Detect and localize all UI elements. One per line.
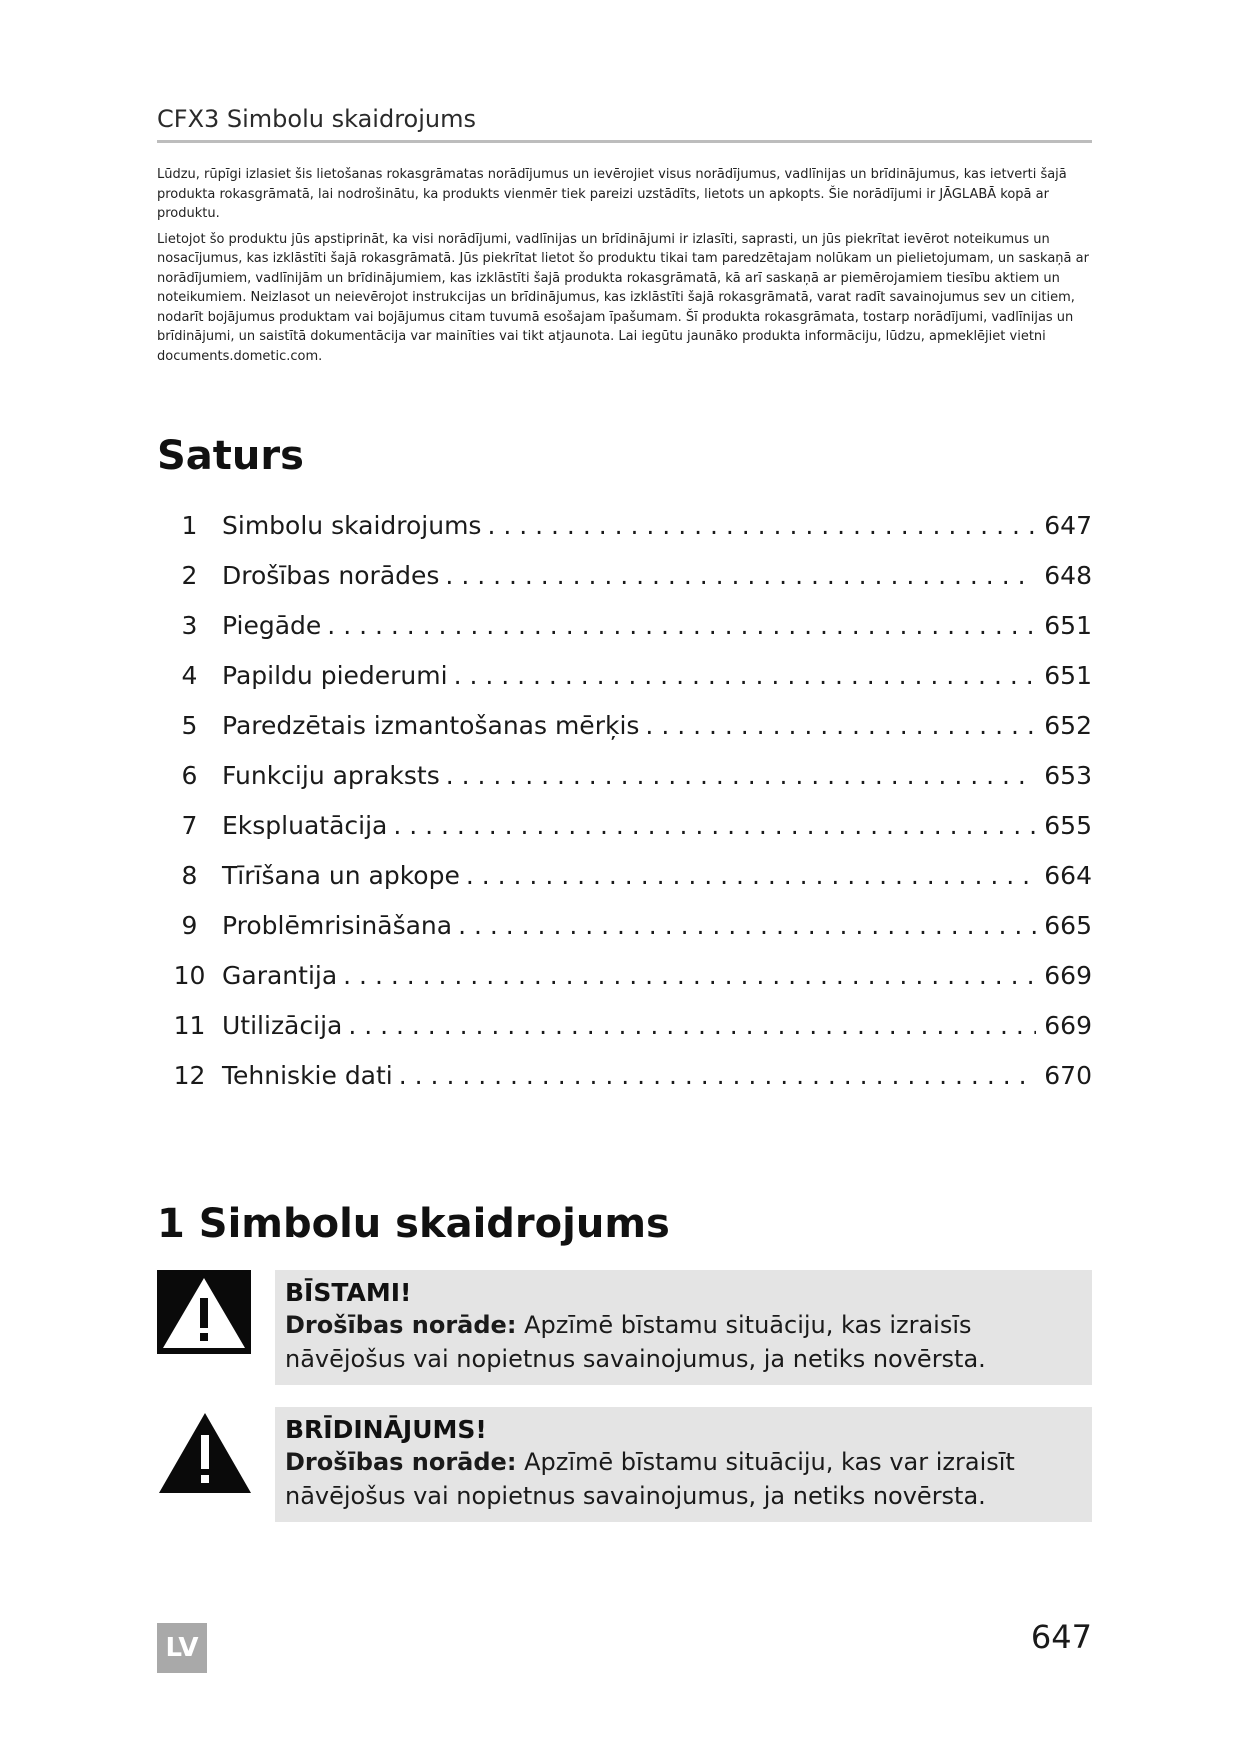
- toc-entry-label: Piegāde: [222, 610, 322, 640]
- intro-paragraph-1: Lūdzu, rūpīgi izlasiet šis lietošanas rokasgrāmatas norādījumus un ievērojiet visus norādījumus, vadlīnijas un brīdinājumus, kas ietverti šajā produkta rokasgrāmatā, lai nodrošinātu, ka produkts vienmēr tiek pareizi uzstādīts, lietots un apkopts. Šie norādījumi ir JĀGLABĀ kopā ar produktu.: [157, 167, 1067, 221]
- danger-heading: BĪSTAMI!: [285, 1278, 412, 1307]
- intro-paragraph-2: Lietojot šo produktu jūs apstiprināt, ka visi norādījumi, vadlīnijas un brīdinājumi ir izlasīti, saprasti, un jūs piekrītat ievērot noteikumus un nosacījumus, kas izklāstīti šajā rokasgrāmatā. Jūs piekrītat lietot šo produktu tikai tam paredzētajam nolūkam un pielietojumam, un saskaņā ar norādījumiem, vadlīnijām un brīdinājumiem, kas izklāstīti šajā produkta rokasgrāmatā, kā arī saskaņā ar piemērojamiem tiesību aktiem un noteikumiem. Neizlasot un neievērojot instrukcijas un brīdinājumus, kas izklāstīti šajā rokasgrāmatā, varat radīt savainojumus sev un citiem, nodarīt bojājumus produktam vai bojājumus citam tuvumā esošajam īpašumam. Šī produkta rokasgrāmata, tostarp norādījumi, vadlīnijas un brīdinājumi, un saistītā dokumentācija var mainīties vai tikt atjaunota. Lai iegūtu jaunāko produkta informāciju, lūdzu, apmeklējiet vietni documents.dometic.com.: [157, 231, 1089, 364]
- toc-entry[interactable]: [157, 1050, 1092, 1100]
- toc-leader-dots: [327, 611, 1036, 640]
- toc-entry-page: 651: [1044, 610, 1092, 640]
- toc-entry[interactable]: [157, 800, 1092, 850]
- toc-entry-number: 1: [181, 510, 198, 540]
- toc-entry[interactable]: [157, 600, 1092, 650]
- toc-entry-label: Tehniskie dati: [222, 1060, 393, 1090]
- toc-leader-dots: [343, 961, 1036, 990]
- toc-entry[interactable]: [157, 550, 1092, 600]
- toc-entry-number: 5: [181, 710, 198, 740]
- danger-notice: [157, 1270, 1092, 1385]
- warning-notice-box: [275, 1407, 1092, 1522]
- toc-entry-number: 3: [181, 610, 198, 640]
- toc-entry-label: Garantija: [222, 960, 338, 990]
- danger-text: [285, 1308, 1082, 1376]
- toc-entry-label: Drošības norādes: [222, 560, 440, 590]
- toc-leader-dots: [645, 711, 1036, 740]
- toc-entry-number: 12: [173, 1060, 206, 1090]
- page-header: [157, 104, 1092, 143]
- toc-entry-number: 2: [181, 560, 198, 590]
- toc-entry-page: 670: [1044, 1060, 1092, 1090]
- toc-entry-label: Utilizācija: [222, 1010, 343, 1040]
- toc-leader-dots: [393, 811, 1036, 840]
- toc-entry-label: Tīrīšana un apkope: [222, 860, 460, 890]
- toc-entry[interactable]: [157, 900, 1092, 950]
- toc-entry-page: 669: [1044, 960, 1092, 990]
- toc-leader-dots: [348, 1011, 1036, 1040]
- toc-entry-label: Paredzētais izmantošanas mērķis: [222, 710, 640, 740]
- toc-entry-page: 664: [1044, 860, 1092, 890]
- header-title: CFX3 Simbolu skaidrojums: [157, 105, 476, 133]
- toc-entry-number: 10: [173, 960, 206, 990]
- section-title: 1 Simbolu skaidrojums: [157, 1201, 670, 1247]
- page-number: 647: [1030, 1618, 1092, 1656]
- danger-notice-box: [275, 1270, 1092, 1385]
- header-divider: [157, 140, 1092, 143]
- danger-warning-square-icon: [157, 1270, 251, 1358]
- intro-text: [157, 165, 1092, 372]
- toc-entry-page: 653: [1044, 760, 1092, 790]
- toc-entry-page: 669: [1044, 1010, 1092, 1040]
- toc-entry-label: Funkciju apraksts: [222, 760, 440, 790]
- toc-entry[interactable]: [157, 950, 1092, 1000]
- toc-entry-page: 655: [1044, 810, 1092, 840]
- toc-entry[interactable]: [157, 650, 1092, 700]
- toc-leader-dots: [445, 561, 1036, 590]
- toc-entry-number: 11: [173, 1010, 206, 1040]
- toc-entry-page: 647: [1044, 510, 1092, 540]
- toc-entry-number: 4: [181, 660, 198, 690]
- toc-entry-number: 6: [181, 760, 198, 790]
- toc-entry-number: 9: [181, 910, 198, 940]
- warning-notice: [157, 1407, 1092, 1522]
- toc-entry[interactable]: [157, 500, 1092, 550]
- warning-description: Apzīmē bīstamu situāciju, kas var izraisīt nāvējošus vai nopietnus savainojumus, ja netiks novērsta.: [285, 1448, 1015, 1510]
- danger-label: Drošības norāde:: [285, 1311, 517, 1339]
- toc-entry-label: Simbolu skaidrojums: [222, 510, 482, 540]
- toc-entry-label: Papildu piederumi: [222, 660, 448, 690]
- toc-entry[interactable]: [157, 750, 1092, 800]
- toc-leader-dots: [399, 1061, 1037, 1090]
- warning-heading: BRĪDINĀJUMS!: [285, 1415, 487, 1444]
- toc-title: Saturs: [157, 433, 304, 479]
- toc-entry[interactable]: [157, 700, 1092, 750]
- warning-triangle-icon: [157, 1411, 253, 1499]
- toc-leader-dots: [458, 911, 1036, 940]
- toc-leader-dots: [454, 661, 1037, 690]
- toc-leader-dots: [446, 761, 1037, 790]
- warning-text: [285, 1445, 1082, 1513]
- warning-label: Drošības norāde:: [285, 1448, 517, 1476]
- toc-entry[interactable]: [157, 850, 1092, 900]
- toc-entry-page: 648: [1044, 560, 1092, 590]
- language-badge: LV: [157, 1623, 207, 1673]
- toc-entry-number: 8: [181, 860, 198, 890]
- toc-entry-page: 651: [1044, 660, 1092, 690]
- toc-entry-number: 7: [181, 810, 198, 840]
- toc-leader-dots: [487, 511, 1036, 540]
- toc-entry-page: 665: [1044, 910, 1092, 940]
- toc-entry-page: 652: [1044, 710, 1092, 740]
- toc-entry-label: Problēmrisināšana: [222, 910, 453, 940]
- toc-leader-dots: [466, 861, 1036, 890]
- toc-entry-label: Ekspluatācija: [222, 810, 388, 840]
- danger-description: Apzīmē bīstamu situāciju, kas izraisīs nāvējošus vai nopietnus savainojumus, ja netiks novērsta.: [285, 1311, 986, 1373]
- toc-entry[interactable]: [157, 1000, 1092, 1050]
- table-of-contents: [157, 500, 1092, 1100]
